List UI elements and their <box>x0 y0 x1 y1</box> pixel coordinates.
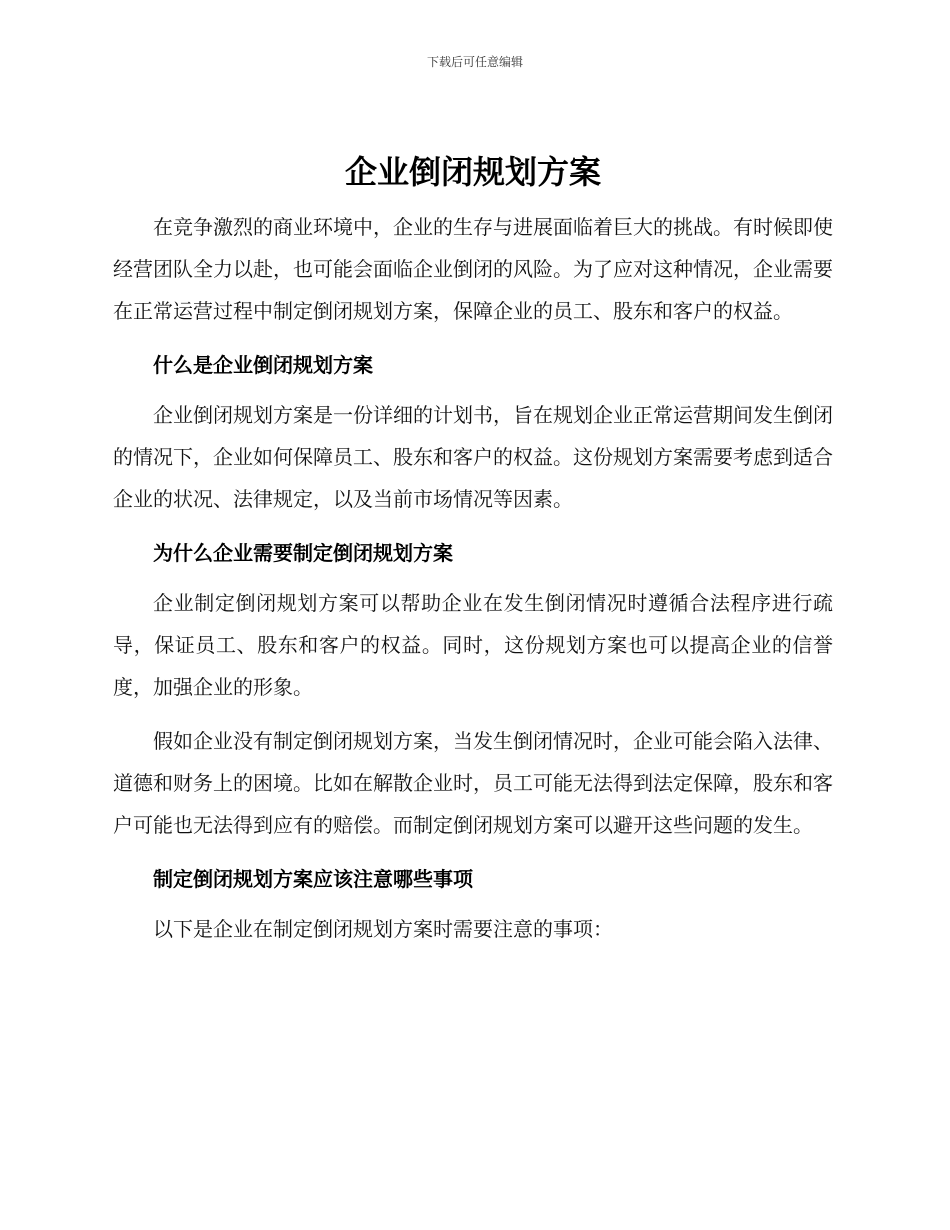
section-considerations-paragraph: 以下是企业在制定倒闭规划方案时需要注意的事项： <box>153 917 613 941</box>
section-heading-what-is: 什么是企业倒闭规划方案 <box>153 353 373 377</box>
section-why-needed-paragraph-2: 假如企业没有制定倒闭规划方案，当发生倒闭情况时，企业可能会陷入法律、道德和财务上的困境。比如在解散企业时，员工可能无法得到法定保障，股东和客户可能也无法得到应有的赔偿。而制定倒闭规划方案可以避开这些问题的发生。 <box>113 729 833 837</box>
header-note: 下载后可任意编辑 <box>426 55 523 69</box>
section-what-is-paragraph: 企业倒闭规划方案是一份详细的计划书，旨在规划企业正常运营期间发生倒闭的情况下，企业如何保障员工、股东和客户的权益。这份规划方案需要考虑到适合企业的状况、法律规定，以及当前市场情况等因素。 <box>113 403 833 511</box>
section-heading-why-needed: 为什么企业需要制定倒闭规划方案 <box>153 541 453 565</box>
document-title: 企业倒闭规划方案 <box>344 153 601 191</box>
intro-paragraph: 在竞争激烈的商业环境中，企业的生存与进展面临着巨大的挑战。有时候即使经营团队全力以赴，也可能会面临企业倒闭的风险。为了应对这种情况，企业需要在正常运营过程中制定倒闭规划方案，保障企业的员工、股东和客户的权益。 <box>113 215 833 323</box>
section-why-needed-paragraph-1: 企业制定倒闭规划方案可以帮助企业在发生倒闭情况时遵循合法程序进行疏导，保证员工、股东和客户的权益。同时，这份规划方案也可以提高企业的信誉度，加强企业的形象。 <box>113 591 833 699</box>
document-content <box>113 146 833 950</box>
section-heading-considerations: 制定倒闭规划方案应该注意哪些事项 <box>153 867 473 891</box>
